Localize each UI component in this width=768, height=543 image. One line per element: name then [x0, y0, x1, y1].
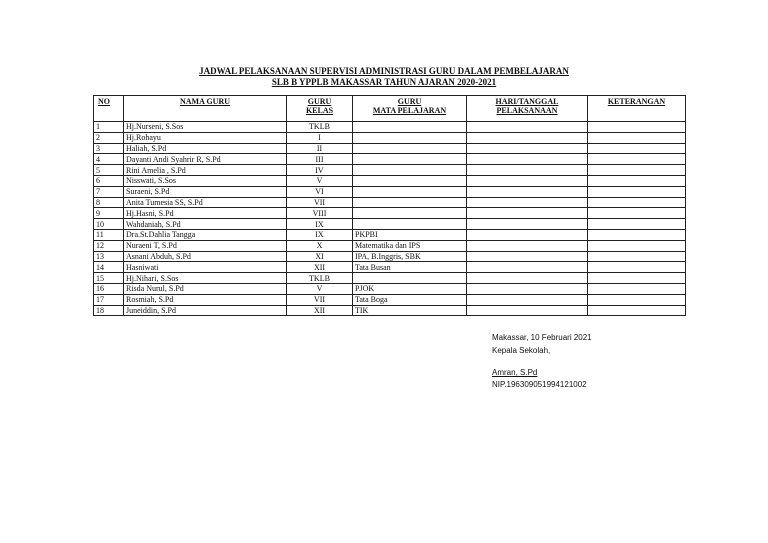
cell-hari-tanggal — [467, 208, 588, 219]
cell-nama-guru: Rini Amelia , S.Pd — [124, 165, 287, 176]
table-row — [94, 143, 686, 154]
cell-mata-pelajaran — [353, 186, 467, 197]
cell-nama-guru: Dayanti Andi Syahrir R, S.Pd — [124, 154, 287, 165]
header-hari-tanggal-line2: PELAKSANAAN — [496, 106, 558, 115]
cell-nama-guru: Risda Nurul, S.Pd — [124, 283, 287, 294]
header-keterangan: KETERANGAN — [588, 96, 686, 122]
cell-no: 2 — [94, 132, 124, 143]
cell-mata-pelajaran — [353, 132, 467, 143]
table-row — [94, 122, 686, 133]
cell-mata-pelajaran — [353, 154, 467, 165]
cell-mata-pelajaran: IPA, B.Inggris, SBK — [353, 251, 467, 262]
cell-nama-guru: Haliah, S.Pd — [124, 143, 287, 154]
table-row — [94, 251, 686, 262]
header-nama-guru: NAMA GURU — [124, 96, 287, 122]
table-row — [94, 294, 686, 305]
cell-no: 3 — [94, 143, 124, 154]
cell-no: 1 — [94, 122, 124, 133]
table-row — [94, 305, 686, 316]
cell-hari-tanggal — [467, 197, 588, 208]
cell-guru-kelas: VII — [287, 294, 353, 305]
cell-hari-tanggal — [467, 132, 588, 143]
cell-hari-tanggal — [467, 165, 588, 176]
schedule-table — [93, 95, 686, 316]
cell-hari-tanggal — [467, 175, 588, 186]
table-row — [94, 219, 686, 230]
header-hari-tanggal — [467, 96, 588, 122]
document-title-line2: SLB B YPPLB MAKASSAR TAHUN AJARAN 2020-2021 — [271, 77, 497, 87]
table-row — [94, 132, 686, 143]
cell-mata-pelajaran — [353, 165, 467, 176]
cell-nama-guru: Hj.Nihari, S.Sos — [124, 273, 287, 284]
cell-hari-tanggal — [467, 219, 588, 230]
cell-keterangan — [588, 186, 686, 197]
cell-guru-kelas: IV — [287, 165, 353, 176]
cell-keterangan — [588, 262, 686, 273]
cell-keterangan — [588, 305, 686, 316]
table-header-row — [94, 96, 686, 122]
cell-keterangan — [588, 251, 686, 262]
cell-mata-pelajaran: TIK — [353, 305, 467, 316]
cell-mata-pelajaran: PJOK — [353, 283, 467, 294]
cell-mata-pelajaran — [353, 273, 467, 284]
cell-keterangan — [588, 229, 686, 240]
cell-mata-pelajaran: Matematika dan IPS — [353, 240, 467, 251]
table-row — [94, 175, 686, 186]
cell-mata-pelajaran — [353, 175, 467, 186]
table-row — [94, 165, 686, 176]
cell-guru-kelas: XI — [287, 251, 353, 262]
header-mata-pelajaran — [353, 96, 467, 122]
cell-nama-guru: Hj.Rohayu — [124, 132, 287, 143]
header-mata-pelajaran-line2: MATA PELAJARAN — [372, 106, 447, 115]
cell-no: 13 — [94, 251, 124, 262]
cell-nama-guru: Hj.Hasni, S.Pd — [124, 208, 287, 219]
cell-keterangan — [588, 208, 686, 219]
cell-hari-tanggal — [467, 294, 588, 305]
cell-nama-guru: Rosmiah, S.Pd — [124, 294, 287, 305]
cell-no: 5 — [94, 165, 124, 176]
cell-nama-guru: Nuraeni T, S.Pd — [124, 240, 287, 251]
cell-hari-tanggal — [467, 143, 588, 154]
cell-keterangan — [588, 294, 686, 305]
cell-no: 17 — [94, 294, 124, 305]
table-row — [94, 273, 686, 284]
signature-name: Amran, S.Pd — [492, 368, 538, 377]
cell-guru-kelas: IX — [287, 229, 353, 240]
cell-hari-tanggal — [467, 154, 588, 165]
cell-hari-tanggal — [467, 305, 588, 316]
cell-mata-pelajaran — [353, 122, 467, 133]
header-hari-tanggal-line1: HARI/TANGGAL — [495, 97, 559, 106]
header-mata-pelajaran-line1: GURU — [397, 97, 422, 106]
table-row — [94, 262, 686, 273]
cell-guru-kelas: XII — [287, 262, 353, 273]
cell-no: 9 — [94, 208, 124, 219]
cell-nama-guru: Anita Tumesia SS, S.Pd — [124, 197, 287, 208]
cell-nama-guru: Asnani Abduh, S.Pd — [124, 251, 287, 262]
cell-no: 10 — [94, 219, 124, 230]
cell-guru-kelas: TKLB — [287, 122, 353, 133]
cell-nama-guru: Dra.St.Dahlia Tangga — [124, 229, 287, 240]
cell-keterangan — [588, 197, 686, 208]
cell-guru-kelas: VII — [287, 197, 353, 208]
signature-nip: NIP.196309051994121002 — [492, 380, 587, 389]
signature-place-date: Makassar, 10 Februari 2021 — [492, 333, 592, 342]
cell-hari-tanggal — [467, 229, 588, 240]
cell-mata-pelajaran: Tata Boga — [353, 294, 467, 305]
cell-hari-tanggal — [467, 186, 588, 197]
cell-mata-pelajaran: Tata Busan — [353, 262, 467, 273]
header-no: NO — [94, 96, 124, 122]
cell-hari-tanggal — [467, 122, 588, 133]
cell-hari-tanggal — [467, 273, 588, 284]
cell-keterangan — [588, 283, 686, 294]
cell-nama-guru: Nisswati, S.Sos — [124, 175, 287, 186]
cell-no: 15 — [94, 273, 124, 284]
cell-keterangan — [588, 175, 686, 186]
cell-keterangan — [588, 154, 686, 165]
table-row — [94, 186, 686, 197]
cell-no: 14 — [94, 262, 124, 273]
cell-hari-tanggal — [467, 240, 588, 251]
signature-role: Kepala Sekolah, — [492, 346, 551, 355]
cell-guru-kelas: VIII — [287, 208, 353, 219]
cell-mata-pelajaran: PKPBI — [353, 229, 467, 240]
cell-hari-tanggal — [467, 262, 588, 273]
cell-no: 7 — [94, 186, 124, 197]
cell-no: 11 — [94, 229, 124, 240]
cell-guru-kelas: V — [287, 283, 353, 294]
table-row — [94, 240, 686, 251]
cell-nama-guru: Juneiddin, S.Pd — [124, 305, 287, 316]
cell-keterangan — [588, 143, 686, 154]
document-title-line1: JADWAL PELAKSANAAN SUPERVISI ADMINISTRASI GURU DALAM PEMBELAJARAN — [199, 66, 569, 76]
cell-hari-tanggal — [467, 251, 588, 262]
cell-guru-kelas: III — [287, 154, 353, 165]
header-guru-kelas-line1: GURU — [307, 97, 332, 106]
cell-mata-pelajaran — [353, 219, 467, 230]
cell-guru-kelas: VI — [287, 186, 353, 197]
cell-guru-kelas: II — [287, 143, 353, 154]
cell-guru-kelas: X — [287, 240, 353, 251]
cell-no: 4 — [94, 154, 124, 165]
cell-no: 8 — [94, 197, 124, 208]
cell-keterangan — [588, 165, 686, 176]
cell-no: 12 — [94, 240, 124, 251]
table-row — [94, 229, 686, 240]
cell-no: 18 — [94, 305, 124, 316]
cell-guru-kelas: V — [287, 175, 353, 186]
cell-nama-guru: Hasniwati — [124, 262, 287, 273]
cell-nama-guru: Hj.Nurseni, S.Sos — [124, 122, 287, 133]
table-row — [94, 208, 686, 219]
cell-no: 6 — [94, 175, 124, 186]
cell-keterangan — [588, 122, 686, 133]
header-guru-kelas — [287, 96, 353, 122]
cell-mata-pelajaran — [353, 197, 467, 208]
header-guru-kelas-line2: KELAS — [305, 106, 334, 115]
cell-guru-kelas: XII — [287, 305, 353, 316]
cell-keterangan — [588, 132, 686, 143]
cell-nama-guru: Suraeni, S.Pd — [124, 186, 287, 197]
table-row — [94, 197, 686, 208]
cell-mata-pelajaran — [353, 208, 467, 219]
cell-nama-guru: Wahdaniah, S.Pd — [124, 219, 287, 230]
cell-guru-kelas: TKLB — [287, 273, 353, 284]
table-body — [94, 122, 686, 316]
cell-keterangan — [588, 240, 686, 251]
cell-keterangan — [588, 219, 686, 230]
cell-hari-tanggal — [467, 283, 588, 294]
table-row — [94, 283, 686, 294]
cell-guru-kelas: I — [287, 132, 353, 143]
cell-mata-pelajaran — [353, 143, 467, 154]
cell-no: 16 — [94, 283, 124, 294]
cell-guru-kelas: IX — [287, 219, 353, 230]
cell-keterangan — [588, 273, 686, 284]
table-row — [94, 154, 686, 165]
